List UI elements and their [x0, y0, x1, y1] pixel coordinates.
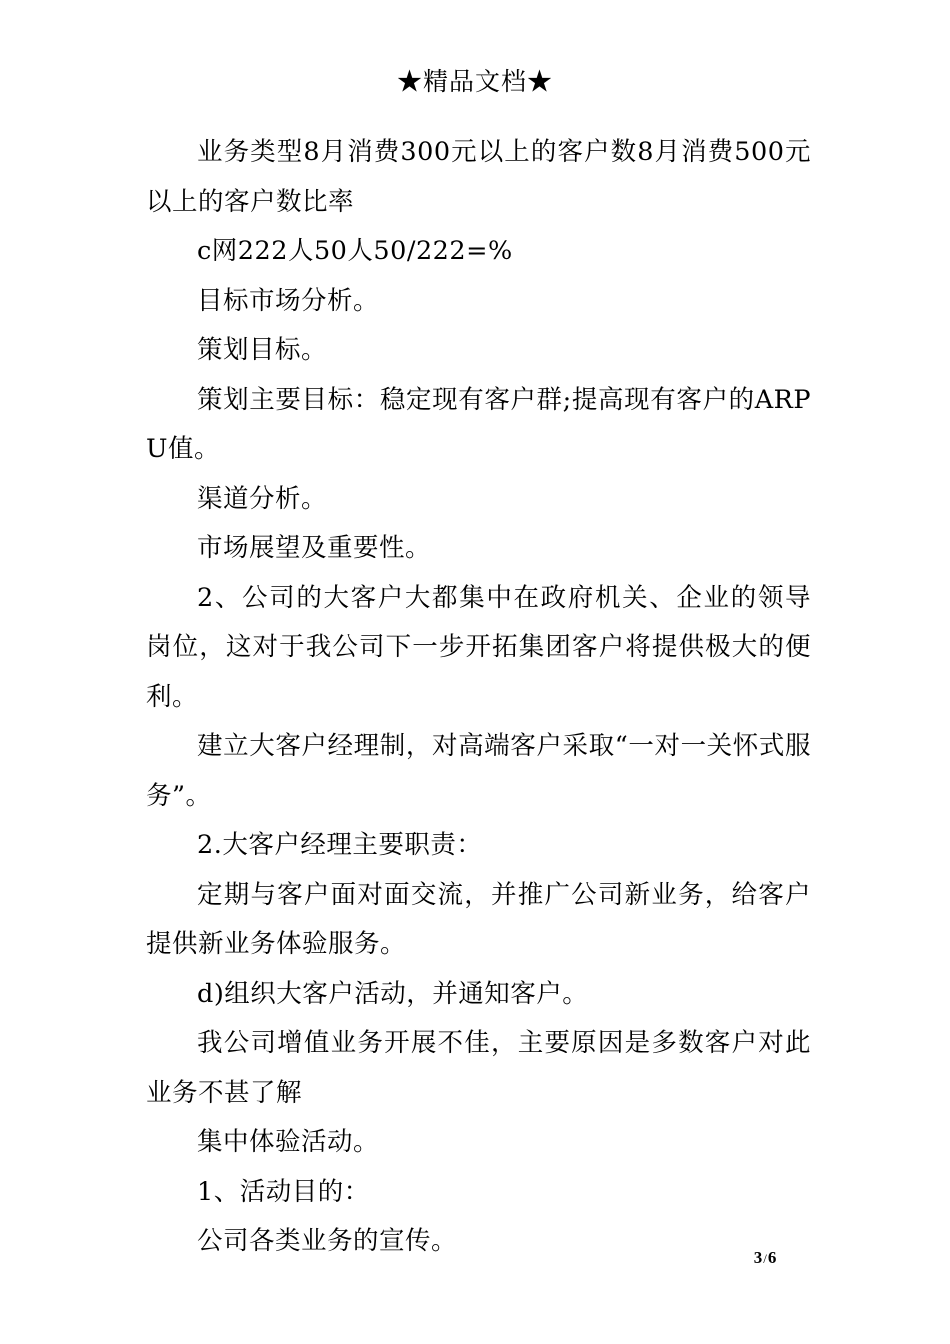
paragraph: c网222人50人50/222=% — [197, 236, 513, 266]
paragraph: 渠道分析。 — [197, 483, 328, 514]
paragraph: 定期与客户面对面交流，并推广公司新业务，给客户提供新业务体验服务。 — [146, 879, 811, 959]
paragraph: 建立大客户经理制，对高端客户采取“一对一关怀式服务”。 — [146, 731, 811, 811]
paragraph: 公司各类业务的宣传。 — [197, 1226, 458, 1256]
paragraph: 业务类型8月消费300元以上的客户数8月消费500元以上的客户数比率 — [146, 137, 811, 217]
paragraph: 2.大客户经理主要职责： — [197, 830, 483, 860]
current-page-number: 3 — [753, 1248, 763, 1267]
paragraph: 我公司增值业务开展不佳，主要原因是多数客户对此业务不甚了解 — [146, 1028, 811, 1108]
paragraph: 2、公司的大客户大都集中在政府机关、企业的领导岗位，这对于我公司下一步开拓集团客户将提供极大的便利。 — [146, 582, 811, 712]
paragraph: 集中体验活动。 — [197, 1127, 380, 1157]
page-number — [730, 1247, 800, 1270]
page-header-title: ★精品文档★ — [396, 67, 553, 96]
paragraph: 策划主要目标：稳定现有客户群;提高现有客户的ARPU值。 — [146, 384, 811, 464]
paragraph: 1、活动目的： — [197, 1176, 370, 1207]
paragraph: 市场展望及重要性。 — [197, 533, 432, 563]
document-body — [146, 128, 811, 1267]
paragraph: 目标市场分析。 — [197, 285, 380, 316]
paragraph: 策划目标。 — [197, 335, 328, 365]
total-page-count: 6 — [767, 1248, 777, 1267]
page-number-separator: / — [763, 1251, 767, 1266]
paragraph: d)组织大客户活动，并通知客户。 — [197, 978, 589, 1009]
